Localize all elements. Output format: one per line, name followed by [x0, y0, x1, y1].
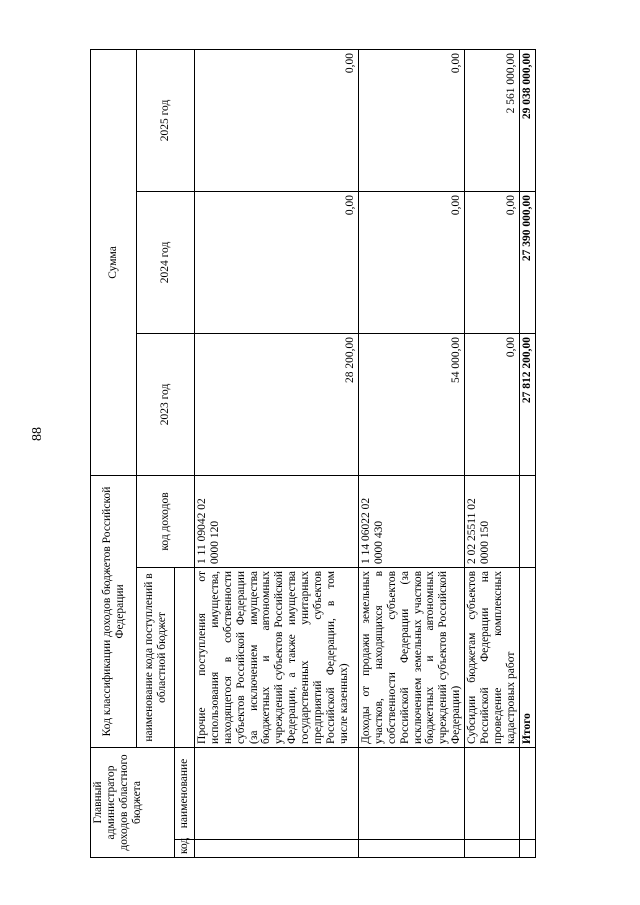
header-income-code: код доходов [137, 475, 195, 567]
header-2024: 2024 год [137, 191, 195, 333]
cell-kod [359, 840, 465, 858]
cell-income-code: 1 11 09042 02 0000 120 [195, 475, 359, 567]
total-2025: 29 038 000,00 [519, 49, 535, 191]
rotated-table-container [90, 50, 533, 858]
cell-admin-name [519, 747, 535, 839]
cell-2024: 0,00 [465, 191, 520, 333]
header-kod: код [175, 840, 195, 858]
cell-income-name: Прочие поступления от использования имущества, находящегося в собственности субъектов Российской Федерации (за исключением имущества бюджетных и автономных учреждений субъектов Российской Федерации, а также имущества государственных унитарных предприятий субъектов Российской Федерации, в том числе казенных) [195, 567, 359, 747]
cell-2024: 0,00 [195, 191, 359, 333]
header-admin: Главный администратор доходов областного бюджета [91, 747, 175, 857]
table-row [195, 49, 359, 857]
cell-2023: 0,00 [465, 333, 520, 475]
cell-admin-name [465, 747, 520, 839]
cell-2025: 0,00 [359, 49, 465, 191]
cell-2024: 0,00 [359, 191, 465, 333]
cell-admin-name [359, 747, 465, 839]
table-row [359, 49, 465, 857]
header-2023: 2023 год [137, 333, 195, 475]
header-admin-name: наименование [175, 747, 195, 839]
total-2023: 27 812 200,00 [519, 333, 535, 475]
cell-2023: 28 200,00 [195, 333, 359, 475]
cell-kod [465, 840, 520, 858]
cell-income-code: 1 14 06022 02 0000 430 [359, 475, 465, 567]
cell-income-code [519, 475, 535, 567]
table-row [465, 49, 520, 857]
cell-kod [519, 840, 535, 858]
cell-2025: 0,00 [195, 49, 359, 191]
cell-2025: 2 561 000,00 [465, 49, 520, 191]
header-income-name-cont [175, 567, 195, 747]
budget-table [90, 49, 536, 858]
header-income-name: наименование кода поступлений в областной бюджет [137, 567, 175, 747]
cell-income-name: Субсидии бюджетам субъектов Российской Федерации на проведение комплексных кадастровых работ [465, 567, 520, 747]
page-number: 88 [30, 427, 45, 441]
total-2024: 27 390 000,00 [519, 191, 535, 333]
cell-kod [195, 840, 359, 858]
cell-2023: 54 000,00 [359, 333, 465, 475]
header-2025: 2025 год [137, 49, 195, 191]
cell-admin-name [195, 747, 359, 839]
total-row [519, 49, 535, 857]
total-label: Итого [519, 567, 535, 747]
header-sum: Сумма [91, 49, 137, 475]
cell-income-name: Доходы от продажи земельных участков, находящихся в собственности субъектов Российской Федерации (за исключением земельных участков бюджетных и автономных учреждений субъектов Российской Федерации) [359, 567, 465, 747]
header-classification: Код классификации доходов бюджетов Российской Федерации [91, 475, 137, 747]
cell-income-code: 2 02 25511 02 0000 150 [465, 475, 520, 567]
